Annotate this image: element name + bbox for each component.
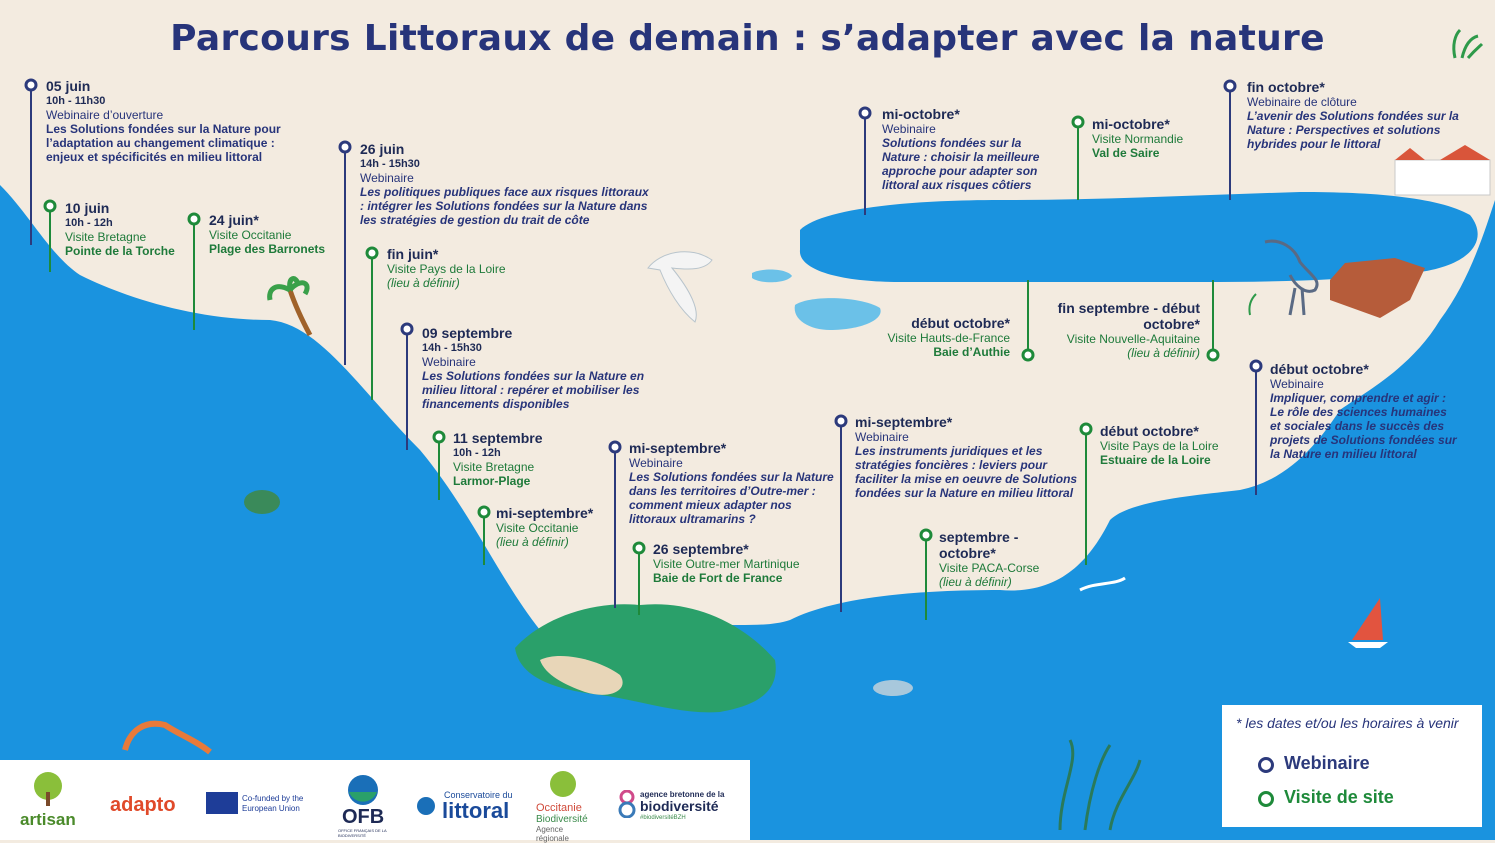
event-visite — [653, 541, 803, 585]
event-webinaire — [1270, 361, 1460, 461]
event-kind: Visite Nouvelle-Aquitaine — [1066, 332, 1200, 346]
event-hours: 14h - 15h30 — [422, 342, 482, 354]
event-date: fin juin* — [387, 246, 439, 262]
abb-8-icon — [618, 790, 636, 818]
event-kind: Visite Occitanie — [496, 521, 579, 535]
event-pin-icon — [860, 108, 870, 118]
event-pin-icon — [610, 442, 620, 452]
houses-icon — [1395, 160, 1490, 195]
event-date: mi-septembre* — [496, 505, 594, 521]
event-kind: Webinaire — [1270, 377, 1324, 391]
event-text: Les Solutions fondées sur la Nature dans les territoires d’Outre-mer : comment mieux adapter nos littoraux ultramarins ? — [629, 470, 834, 526]
event-visite — [870, 315, 1010, 359]
event-text: Baie d’Authie — [933, 345, 1010, 359]
page-title: Parcours Littoraux de demain : s’adapter avec la nature — [170, 18, 1325, 59]
event-hours: 10h - 12h — [453, 447, 501, 459]
event-pin-icon — [1208, 350, 1218, 360]
event-date: 26 septembre* — [653, 541, 749, 557]
event-visite — [1092, 116, 1212, 160]
event-text: L’avenir des Solutions fondées sur la Nature : Perspectives et solutions hybrides pour le littoral — [1247, 109, 1459, 151]
eu-flag-logo — [206, 792, 238, 814]
turtle-icon — [244, 490, 280, 514]
event-date: mi-septembre* — [629, 440, 727, 456]
event-kind: Webinaire de clôture — [1247, 95, 1357, 109]
legend-note: * les dates et/ou les horaires à venir — [1236, 715, 1459, 731]
adapto-logo: adapto — [110, 794, 176, 816]
tree-icon — [28, 770, 68, 808]
event-kind: Webinaire — [422, 355, 476, 369]
event-text: Pointe de la Torche — [65, 244, 175, 258]
event-text: Larmor-Plage — [453, 474, 531, 488]
event-kind: Webinaire — [629, 456, 683, 470]
event-kind: Visite Pays de la Loire — [1100, 439, 1219, 453]
event-webinaire — [855, 414, 1085, 500]
event-text: (lieu à définir) — [387, 276, 460, 290]
webinaire-dot-icon — [1258, 757, 1274, 773]
legend — [1222, 705, 1482, 827]
event-text: (lieu à définir) — [939, 575, 1012, 589]
event-pin-icon — [26, 80, 36, 90]
event-date: 26 juin — [360, 141, 405, 157]
event-pin-icon — [1073, 117, 1083, 127]
event-text: Solutions fondées sur la Nature : choisir la meilleure approche pour adapter son littoral aux risques côtiers — [882, 136, 1040, 192]
visite-dot-icon — [1258, 791, 1274, 807]
event-kind: Visite Normandie — [1092, 132, 1184, 146]
event-date: 10 juin — [65, 200, 110, 216]
event-pin-icon — [367, 248, 377, 258]
event-pin-icon — [402, 324, 412, 334]
event-text: Les Solutions fondées sur la Nature pour l’adaptation au changement climatique : enjeux et spécificités en milieu littoral — [46, 122, 281, 164]
event-kind: Visite Occitanie — [209, 228, 292, 242]
event-date: fin septembre - début octobre* — [1057, 300, 1200, 332]
occitanie-tree-icon — [546, 770, 580, 800]
event-text: Les politiques publiques face aux risques littoraux : intégrer les Solutions fondées sur la Nature dans les stratégies de gestion du trait de côte — [360, 185, 649, 227]
event-pin-icon — [479, 507, 489, 517]
event-kind: Visite Outre-mer Martinique — [653, 557, 800, 571]
event-text: Baie de Fort de France — [653, 571, 783, 585]
event-kind: Visite Pays de la Loire — [387, 262, 506, 276]
event-webinaire — [46, 78, 306, 164]
event-kind: Visite Bretagne — [65, 230, 147, 244]
event-date: début octobre* — [1270, 361, 1369, 377]
event-kind: Webinaire — [360, 171, 414, 185]
event-pin-icon — [45, 201, 55, 211]
event-date: 05 juin — [46, 78, 91, 94]
event-text: Les instruments juridiques et les stratégies foncières : leviers pour faciliter la mise en oeuvre de Solutions fondées sur la Nature en milieu littoral — [855, 444, 1078, 500]
event-webinaire — [882, 106, 1052, 192]
event-date: mi-septembre* — [855, 414, 953, 430]
eu-logo-text: Co-funded by the European Union — [242, 794, 304, 813]
event-kind: Visite Bretagne — [453, 460, 535, 474]
event-text: (lieu à définir) — [496, 535, 569, 549]
seagull-icon — [648, 252, 712, 322]
event-webinaire — [360, 141, 650, 227]
flower-icon — [414, 794, 438, 818]
event-visite — [453, 430, 593, 488]
event-hours: 10h - 12h — [65, 217, 113, 229]
legend-webinaire: Webinaire — [1284, 753, 1370, 774]
event-pin-icon — [836, 416, 846, 426]
event-text: Plage des Barronets — [209, 242, 326, 256]
event-visite — [1040, 300, 1200, 360]
lagoon — [795, 298, 881, 330]
event-text: Val de Saire — [1092, 146, 1160, 160]
event-date: fin octobre* — [1247, 79, 1325, 95]
event-pin-icon — [1251, 361, 1261, 371]
pond — [752, 270, 792, 283]
event-webinaire — [422, 325, 652, 411]
event-pin-icon — [921, 530, 931, 540]
event-kind: Webinaire d’ouverture — [46, 108, 164, 122]
event-visite — [1100, 423, 1240, 467]
event-date: mi-octobre* — [882, 106, 960, 122]
event-webinaire — [629, 440, 839, 526]
event-kind: Webinaire — [882, 122, 936, 136]
event-text: (lieu à définir) — [1127, 346, 1200, 360]
event-visite — [939, 529, 1059, 589]
event-pin-icon — [340, 142, 350, 152]
event-kind: Visite PACA-Corse — [939, 561, 1040, 575]
event-date: mi-octobre* — [1092, 116, 1170, 132]
fish-icon — [873, 680, 913, 696]
cliff — [1330, 258, 1425, 318]
event-visite — [496, 505, 636, 549]
event-date: 09 septembre — [422, 325, 513, 341]
event-visite — [65, 200, 205, 258]
event-text: Impliquer, comprendre et agir : Le rôle des sciences humaines et sociales dans le succès des projets de Solutions fondées sur la Nature en milieu littoral — [1270, 391, 1457, 461]
event-visite — [387, 246, 537, 290]
event-kind: Visite Hauts-de-France — [887, 331, 1010, 345]
event-pin-icon — [1225, 81, 1235, 91]
event-hours: 10h - 11h30 — [46, 95, 106, 107]
event-date: début octobre* — [911, 315, 1010, 331]
footer-logos: artisan adapto Co-funded by the European Union OFB OFFICE FRANÇAIS DE LA BIODIVERSITÉ Conservatoire du littoral Occitanie Biodiversité Agence régionale agence bretonne de la biodiversité #biodiversitéBZH — [0, 760, 750, 840]
event-text: Les Solutions fondées sur la Nature en milieu littoral : repérer et mobiliser les financements disponibles — [422, 369, 645, 411]
ofb-circle-icon — [346, 774, 380, 806]
event-date: 11 septembre — [453, 430, 543, 446]
event-kind: Webinaire — [855, 430, 909, 444]
event-hours: 14h - 15h30 — [360, 158, 420, 170]
event-webinaire — [1247, 79, 1467, 151]
event-visite — [209, 212, 349, 256]
event-date: 24 juin* — [209, 212, 259, 228]
event-pin-icon — [1023, 350, 1033, 360]
event-date: début octobre* — [1100, 423, 1199, 439]
event-text: Estuaire de la Loire — [1100, 453, 1211, 467]
event-pin-icon — [434, 432, 444, 442]
legend-visite: Visite de site — [1284, 787, 1394, 808]
event-date: septembre - octobre* — [939, 529, 1019, 561]
